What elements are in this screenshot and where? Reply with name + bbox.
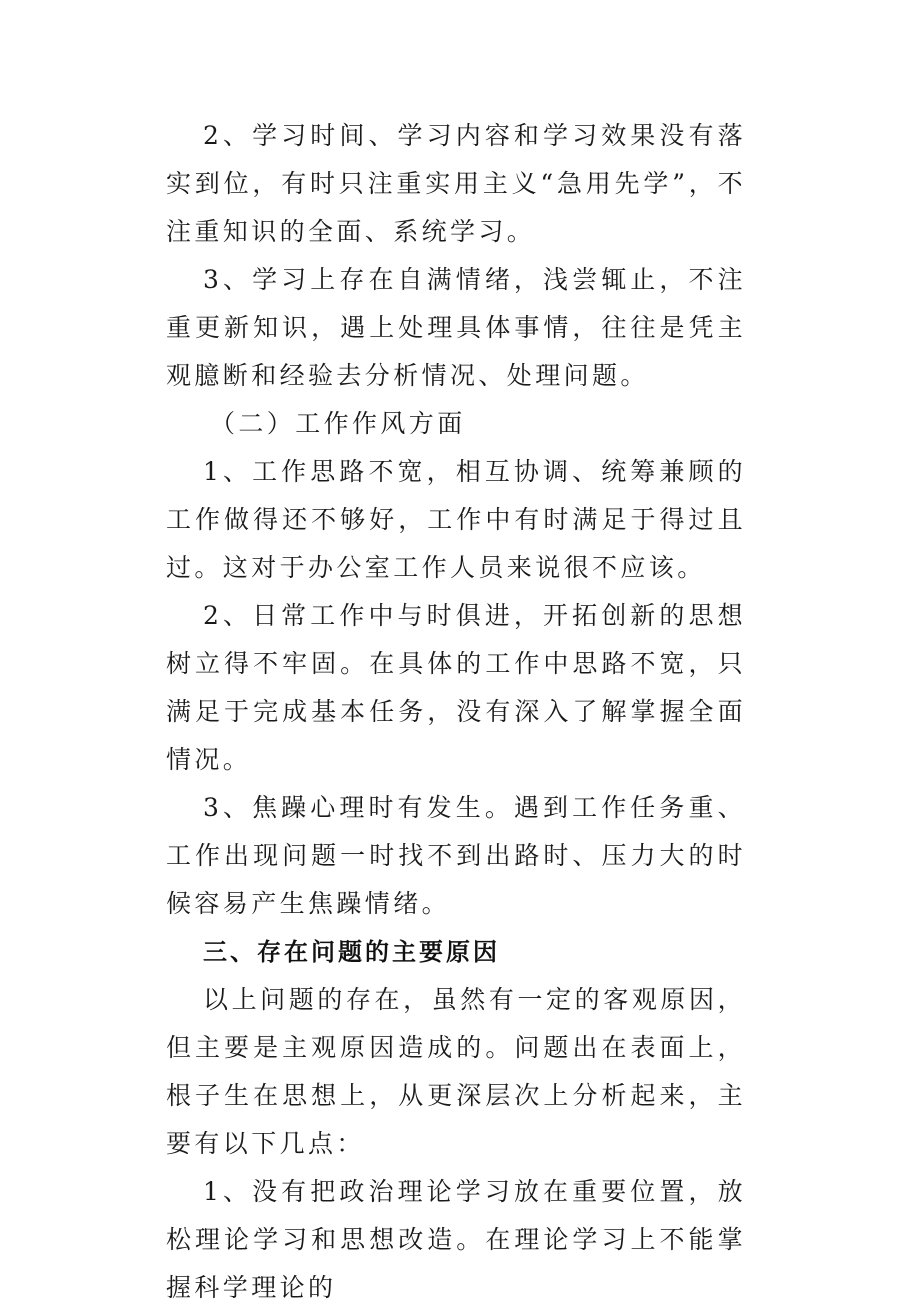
paragraph-work-thinking: 1、工作思路不宽，相互协调、统筹兼顾的工作做得还不够好，工作中有时满足于得过且过。这对于办公室工作人员来说很不应该。 [166,457,746,582]
subheading-work-style: （二）工作作风方面 [210,409,466,438]
paragraph-causes-intro: 以上问题的存在，虽然有一定的客观原因，但主要是主观原因造成的。问题出在表面上，根子生在思想上，从更深层次上分析起来，主要有以下几点： [166,985,746,1158]
section-heading-main-causes: 三、存在问题的主要原因 [203,938,500,966]
paragraph-study-time: 2、学习时间、学习内容和学习效果没有落实到位，有时只注重实用主义“急用先学”，不注重知识的全面、系统学习。 [166,121,746,246]
paragraph-theory-study: 1、没有把政治理论学习放在重要位置，放松理论学习和思想改造。在理论学习上不能掌握科学理论的 [166,1177,746,1302]
paragraph-complacency: 3、学习上存在自满情绪，浅尝辄止，不注重更新知识，遇上处理具体事情，往往是凭主观臆断和经验去分析情况、处理问题。 [166,265,746,390]
document-body [166,112,746,1312]
paragraph-anxiety: 3、焦躁心理时有发生。遇到工作任务重、工作出现问题一时找不到出路时、压力大的时候容易产生焦躁情绪。 [166,793,746,918]
paragraph-innovation: 2、日常工作中与时俱进，开拓创新的思想树立得不牢固。在具体的工作中思路不宽，只满足于完成基本任务，没有深入了解掌握全面情况。 [166,601,746,774]
